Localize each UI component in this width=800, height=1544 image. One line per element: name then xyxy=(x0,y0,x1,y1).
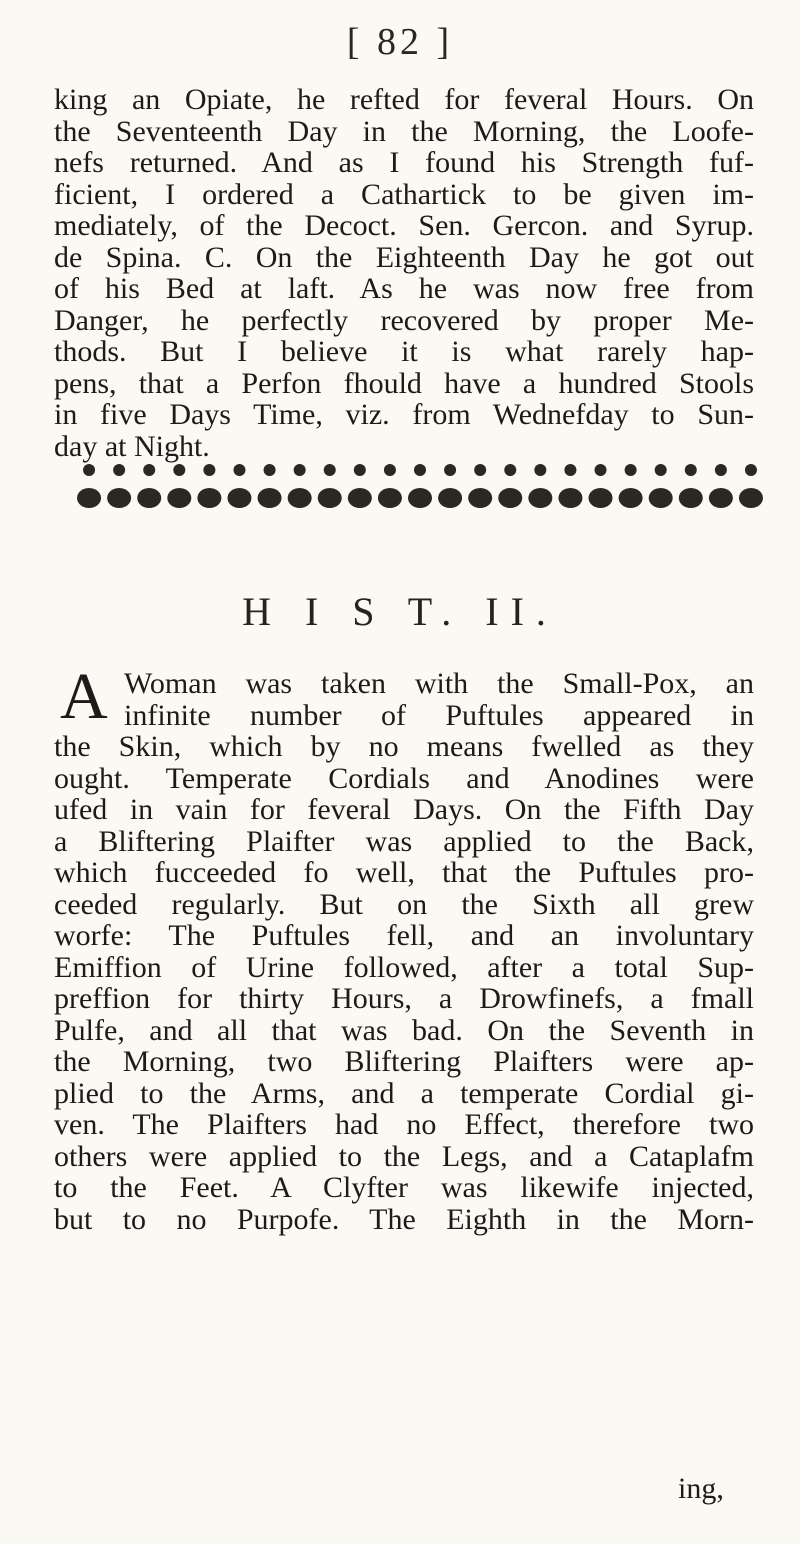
text-line: ficient, I ordered a Cathartick to be given im- xyxy=(54,177,754,211)
ornament-flower xyxy=(83,464,95,476)
text-line: in five Days Time, viz. from Wednefday to Sun- xyxy=(54,398,754,431)
ornament-flower xyxy=(504,464,516,476)
text-line: thods. But I believe it is what rarely hap- xyxy=(54,335,754,368)
ornament-flower xyxy=(294,464,306,476)
history-paragraph xyxy=(54,668,754,1235)
text-line: Woman was taken with the Small-Pox, an xyxy=(124,667,754,700)
text-line: Pulfe, and all that was bad. On the Seventh in xyxy=(54,1013,754,1047)
ornament-leaf xyxy=(619,488,643,508)
text-line: Emiffion of Urine followed, after a total Sup- xyxy=(54,950,754,984)
ornament-flower xyxy=(564,464,576,476)
text-line: others were applied to the Legs, and a Cataplafm xyxy=(54,1139,754,1173)
text-line: nefs returned. And as I found his Strength fuf- xyxy=(54,146,754,179)
text-line: plied to the Arms, and a temperate Cordial gi- xyxy=(54,1076,754,1110)
ornament-leaf xyxy=(558,488,582,508)
ornament-leaf xyxy=(679,488,703,508)
ornament-leaf xyxy=(77,488,101,508)
ornament-leaf xyxy=(227,488,251,508)
text-line: worfe: The Puftules fell, and an involuntary xyxy=(54,919,754,952)
ornament-flower xyxy=(715,464,727,476)
text-line: which fucceeded fo well, that the Puftules pro- xyxy=(54,856,754,889)
ornament-leaf xyxy=(408,488,432,508)
ornament-leaf xyxy=(107,488,131,508)
ornament-leaf xyxy=(137,488,161,508)
ornament-leaf xyxy=(348,488,372,508)
text-line: infinite number of Puftules appeared in xyxy=(124,698,754,732)
text-line: preffion for thirty Hours, a Drowfinefs, a fmall xyxy=(54,982,754,1015)
text-line: de Spina. C. On the Eighteenth Day he got out xyxy=(54,240,754,274)
ornament-leaf xyxy=(318,488,342,508)
text-line: the Seventeenth Day in the Morning, the Loofe- xyxy=(54,114,754,148)
ornament-flower xyxy=(203,464,215,476)
ornament-flower xyxy=(173,464,185,476)
ornament-leaf xyxy=(438,488,462,508)
text-line: ought. Temperate Cordials and Anodines were xyxy=(54,761,754,795)
text-line: mediately, of the Decoct. Sen. Gercon. and Syrup. xyxy=(54,209,754,242)
text-line: of his Bed at laft. As he was now free from xyxy=(54,272,754,305)
text-line: the Skin, which by no means fwelled as they xyxy=(54,730,754,763)
history-heading: H I S T. II. xyxy=(242,589,558,634)
drop-cap: A xyxy=(60,660,108,733)
ornament-flower xyxy=(324,464,336,476)
text-line: but to no Purpofe. The Eighth in the Morn- xyxy=(54,1202,754,1236)
ornament-flower xyxy=(655,464,667,476)
ornament-leaf xyxy=(468,488,492,508)
text-line: ufed in vain for feveral Days. On the Fifth Day xyxy=(54,793,754,826)
ornament-leaf xyxy=(498,488,522,508)
ornament-flower xyxy=(113,464,125,476)
ornament-flower xyxy=(444,464,456,476)
text-line: to the Feet. A Clyfter was likewife injected, xyxy=(54,1171,754,1204)
ornament-flower xyxy=(534,464,546,476)
ornament-flower xyxy=(233,464,245,476)
ornament-flower xyxy=(474,464,486,476)
text-line: ceeded regularly. But on the Sixth all grew xyxy=(54,887,754,921)
ornament-leaf xyxy=(288,488,312,508)
ornament-leaf xyxy=(197,488,221,508)
ornament-flower xyxy=(143,464,155,476)
text-line: day at Night. xyxy=(54,429,210,463)
ornament-flower xyxy=(414,464,426,476)
decorative-ornament-band xyxy=(74,456,766,514)
ornament-leaf xyxy=(258,488,282,508)
ornament-flower xyxy=(685,464,697,476)
text-line: pens, that a Perfon fhould have a hundred Stools xyxy=(54,366,754,400)
ornament-flower xyxy=(625,464,637,476)
ornament-leaf xyxy=(649,488,673,508)
text-line: a Bliftering Plaifter was applied to the Back, xyxy=(54,824,754,858)
catchword: ing, xyxy=(678,1472,724,1505)
ornament-leaf xyxy=(167,488,191,508)
text-line: ven. The Plaifters had no Effect, therefore two xyxy=(54,1108,754,1141)
ornament-leaf xyxy=(709,488,733,508)
ornament-flower xyxy=(354,464,366,476)
ornament-flower xyxy=(595,464,607,476)
ornament-flower xyxy=(264,464,276,476)
ornament-flower xyxy=(384,464,396,476)
ornament-leaf xyxy=(589,488,613,508)
ornament-leaf xyxy=(528,488,552,508)
text-line: Danger, he perfectly recovered by proper Me- xyxy=(54,303,754,337)
ornament-leaf xyxy=(378,488,402,508)
ornament-flower xyxy=(745,464,757,476)
ornament-leaf xyxy=(739,488,763,508)
page-number: [ 82 ] xyxy=(346,21,454,63)
text-line: king an Opiate, he refted for feveral Hours. On xyxy=(54,83,754,116)
continuation-paragraph xyxy=(54,84,754,462)
text-line: the Morning, two Bliftering Plaifters were ap- xyxy=(54,1045,754,1078)
